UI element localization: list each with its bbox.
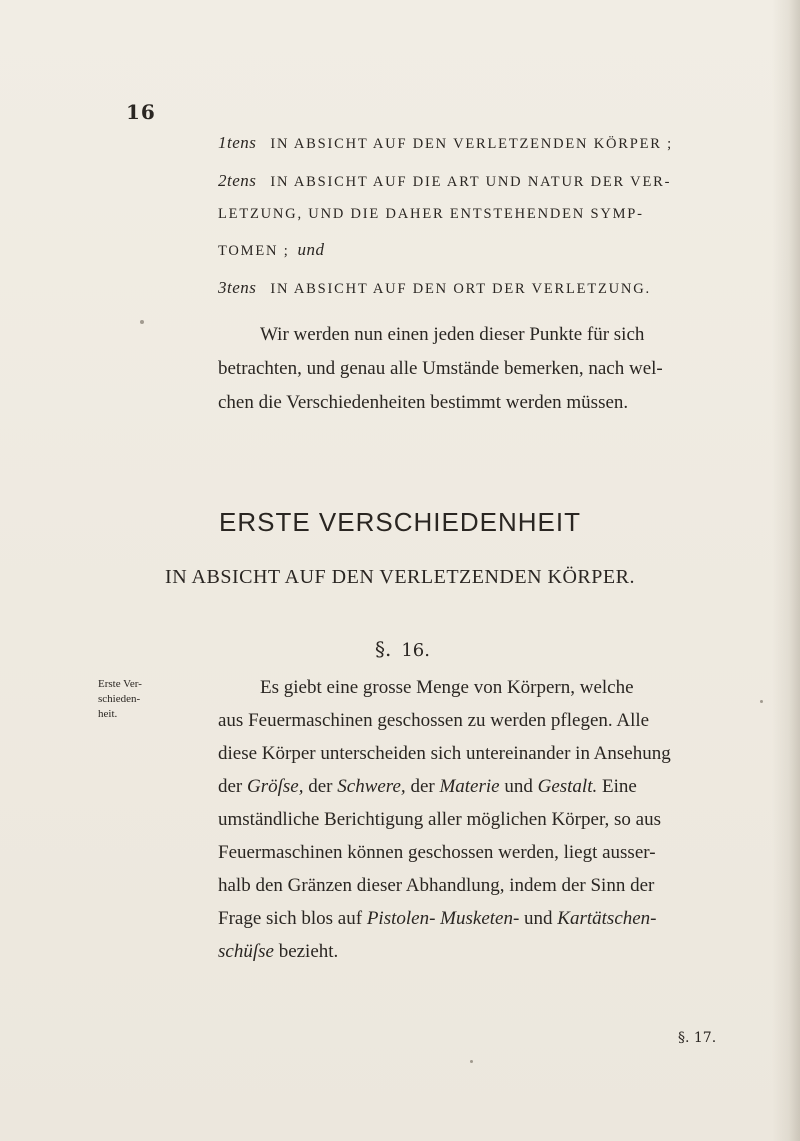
- page-number: 16: [126, 100, 156, 124]
- list-item-text: IN ABSICHT AUF DEN ORT DER VERLETZUNG.: [270, 281, 651, 297]
- intro-line: betrachten, und genau alle Umstände bemerken, nach wel-: [218, 358, 663, 379]
- paragraph-line: Frage sich blos auf Pistolen- Musketen- und Kartätschen-: [218, 908, 657, 929]
- list-item-text: IN ABSICHT AUF DEN VERLETZENDEN KÖRPER ;: [270, 136, 673, 152]
- list-item-text: IN ABSICHT AUF DIE ART UND NATUR DER VER-: [270, 174, 672, 190]
- paragraph-line: Feuermaschinen können geschossen werden, liegt ausser-: [218, 842, 656, 863]
- section-heading: ERSTE VERSCHIEDENHEIT: [219, 507, 581, 537]
- list-item-und: und: [297, 240, 325, 259]
- section-symbol: §.: [375, 637, 392, 661]
- list-item: [218, 278, 651, 298]
- paragraph-line: der Gröſse, der Schwere, der Materie und Gestalt. Eine: [218, 776, 637, 797]
- list-item-number: 2tens: [218, 171, 257, 190]
- paragraph-line: diese Körper unterscheiden sich untereinander in Ansehung: [218, 743, 671, 764]
- list-item-text: LETZUNG, UND DIE DAHER ENTSTEHENDEN SYMP-: [218, 206, 644, 222]
- section-subheading: IN ABSICHT AUF DEN VERLETZENDEN KÖRPER.: [165, 566, 635, 588]
- margin-note-line: schieden-: [98, 693, 141, 705]
- intro-line: chen die Verschiedenheiten bestimmt werden müssen.: [218, 392, 629, 413]
- section-number: [375, 637, 430, 661]
- paper-speck: [760, 700, 763, 703]
- list-item-text: TOMEN ;: [218, 243, 290, 259]
- margin-note-line: heit.: [98, 708, 118, 720]
- list-item: [218, 171, 671, 191]
- paper-speck: [470, 1060, 473, 1063]
- paragraph-line: halb den Gränzen dieser Abhandlung, indem der Sinn der: [218, 875, 655, 896]
- list-item-number: 3tens: [218, 278, 257, 297]
- margin-note-line: Erste Ver-: [98, 678, 142, 690]
- paragraph-line: aus Feuermaschinen geschossen zu werden pflegen. Alle: [218, 710, 650, 731]
- list-item-continuation: [218, 206, 644, 223]
- paragraph-line: umständliche Berichtigung aller möglichen Körper, so aus: [218, 809, 661, 830]
- next-section-catchword: §. 17.: [678, 1030, 717, 1046]
- list-item-continuation: [218, 240, 325, 260]
- intro-line: Wir werden nun einen jeden dieser Punkte für sich: [260, 324, 645, 345]
- list-item-number: 1tens: [218, 133, 257, 152]
- paragraph-line: schüſse bezieht.: [218, 941, 339, 962]
- margin-note: [98, 677, 142, 722]
- paragraph-line: Es giebt eine grosse Menge von Körpern, welche: [260, 677, 634, 698]
- paper-speck: [140, 320, 144, 324]
- list-item: [218, 133, 673, 153]
- section-number-value: 16.: [401, 640, 430, 661]
